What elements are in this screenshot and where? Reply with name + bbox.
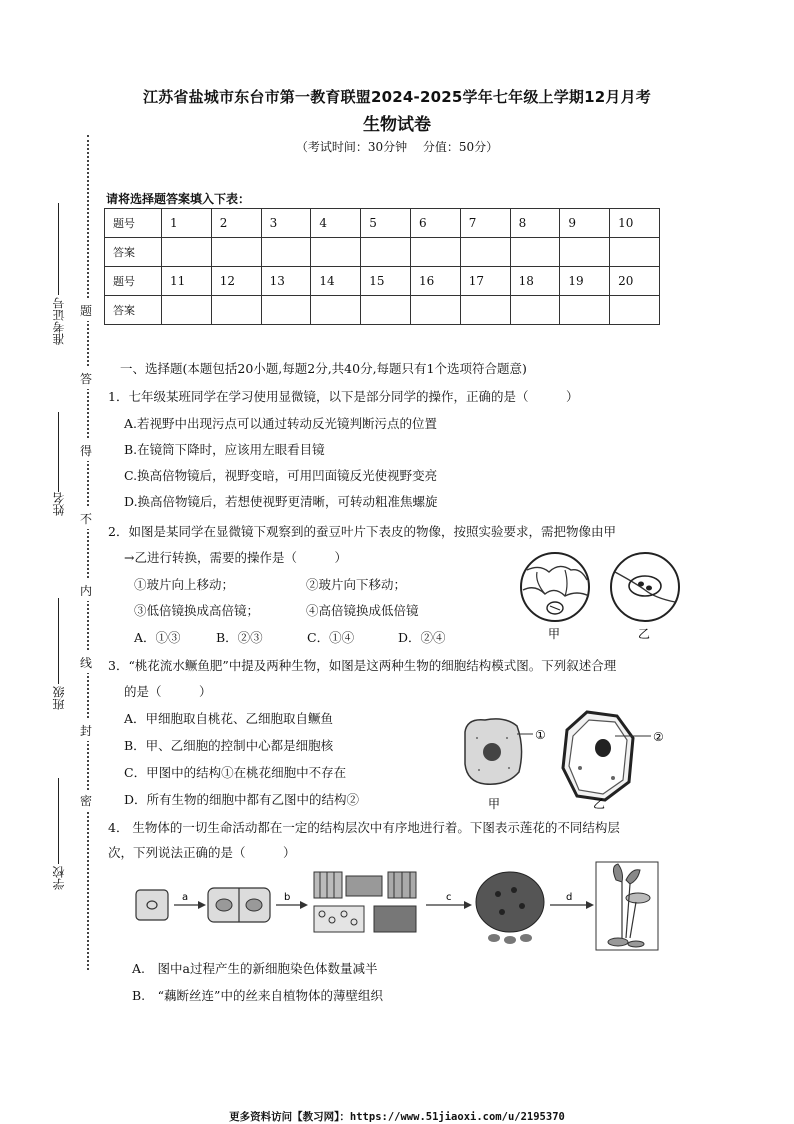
seal-char: 题	[80, 300, 92, 321]
arrow-label-b: b	[284, 892, 291, 903]
question-number-cell: 14	[311, 267, 361, 296]
answer-cell[interactable]	[560, 296, 610, 325]
answer-cell[interactable]	[361, 296, 411, 325]
row-label-answer: 答案	[105, 238, 162, 267]
table-row	[105, 209, 660, 238]
answer-cell[interactable]	[211, 296, 261, 325]
fig-label-yi: 乙	[638, 627, 651, 641]
answer-cell[interactable]	[162, 238, 212, 267]
arrow-label-d: d	[566, 892, 573, 903]
plant-cell	[563, 712, 651, 800]
table-row	[105, 238, 660, 267]
footer-link[interactable]: 更多资料访问【教习网】：https://www.51jiaoxi.com/u/2195370	[229, 1111, 565, 1123]
seal-char: 得	[80, 440, 92, 461]
q3-option-a: A．甲细胞取自桃花、乙细胞取自鳜鱼	[124, 711, 334, 726]
field-school-blank	[58, 778, 59, 864]
q2-item-3: ③低倍镜换成高倍镜；	[134, 603, 260, 618]
q3-stem-line2: 的是（ ）	[124, 684, 212, 699]
q3-cell-figure	[455, 708, 680, 812]
question-number-cell: 8	[510, 209, 560, 238]
field-class-blank	[58, 598, 59, 684]
question-number-cell: 9	[560, 209, 610, 238]
seal-char: 内	[80, 580, 92, 601]
lotus-seedpod-organ	[476, 872, 544, 944]
q1-option-a: A.若视野中出现污点可以通过转动反光镜判断污点的位置	[124, 416, 438, 431]
answer-table	[104, 208, 660, 325]
answer-cell[interactable]	[510, 296, 560, 325]
answer-cell[interactable]	[311, 238, 361, 267]
q3-stem-line1: 3．“桃花流水鳜鱼肥”中提及两种生物，如图是这两种生物的细胞结构模式图。下列叙述合理	[108, 658, 617, 673]
marker-1: ①	[535, 728, 546, 742]
q2-option-c: C．①④	[307, 630, 355, 645]
q2-item-4: ④高倍镜换成低倍镜	[306, 603, 419, 618]
q4-option-b: B. “藕断丝连”中的丝来自植物体的薄壁组织	[132, 988, 383, 1003]
q3-option-c: C．甲图中的结构①在桃花细胞中不存在	[124, 765, 347, 780]
answer-cell[interactable]	[510, 238, 560, 267]
binding-line	[87, 135, 89, 970]
field-name-blank	[58, 412, 59, 492]
q1-option-d: D.换高倍物镜后，若想使视野更清晰，可转动粗准焦螺旋	[124, 494, 438, 509]
question-number-cell: 1	[162, 209, 212, 238]
answer-instruction: 请将选择题答案填入下表：	[106, 192, 251, 206]
arrow-label-a: a	[182, 892, 189, 903]
field-exam-id-blank	[58, 203, 59, 295]
q2-option-d: D．②④	[398, 630, 446, 645]
row-label-number: 题号	[105, 209, 162, 238]
q2-item-2: ②玻片向下移动；	[306, 577, 407, 592]
q2-microscope-figure	[515, 550, 685, 645]
view-yi	[611, 553, 679, 621]
q2-option-a: A．①③	[134, 630, 181, 645]
single-cell	[136, 890, 168, 920]
section-heading: 一、选择题(本题包括20小题,每题2分,共40分,每题只有1个选项符合题意)	[120, 361, 527, 376]
exam-title: 江苏省盐城市东台市第一教育联盟2024-2025学年七年级上学期12月月考	[143, 88, 651, 106]
answer-cell[interactable]	[610, 296, 660, 325]
q1-option-b: B.在镜筒下降时，应该用左眼看目镜	[124, 442, 325, 457]
row-label-number: 题号	[105, 267, 162, 296]
q2-stem-line1: 2．如图是某同学在显微镜下观察到的蚕豆叶片下表皮的物像，按照实验要求，需把物像由甲	[108, 524, 616, 539]
exam-subject: 生物试卷	[363, 115, 431, 135]
answer-cell[interactable]	[410, 238, 460, 267]
question-number-cell: 4	[311, 209, 361, 238]
q1-stem: 1．七年级某班同学在学习使用显微镜，以下是部分同学的操作，正确的是（ ）	[108, 389, 579, 404]
question-number-cell: 10	[610, 209, 660, 238]
animal-cell	[465, 719, 533, 784]
q4-stem-line2: 次，下列说法正确的是（ ）	[108, 845, 296, 860]
answer-cell[interactable]	[610, 238, 660, 267]
seal-char: 封	[80, 720, 92, 741]
q4-option-a: A. 图中a过程产生的新细胞染色体数量减半	[132, 961, 378, 976]
question-number-cell: 19	[560, 267, 610, 296]
fig-label-yi: 乙	[593, 797, 606, 811]
field-name-label: 姓名	[52, 492, 66, 516]
question-number-cell: 17	[460, 267, 510, 296]
q1-option-c: C.换高倍物镜后，视野变暗，可用凹面镜反光使视野变亮	[124, 468, 438, 483]
question-number-cell: 16	[410, 267, 460, 296]
q3-option-d: D．所有生物的细胞中都有乙图中的结构②	[124, 792, 360, 807]
question-number-cell: 13	[261, 267, 311, 296]
q2-item-1: ①玻片向上移动；	[134, 577, 235, 592]
tissues	[314, 872, 416, 932]
answer-cell[interactable]	[261, 238, 311, 267]
answer-cell[interactable]	[361, 238, 411, 267]
question-number-cell: 6	[410, 209, 460, 238]
seal-char: 答	[80, 368, 92, 389]
fig-label-jia: 甲	[548, 627, 561, 641]
q2-stem-line2: →乙进行转换，需要的操作是（ ）	[124, 550, 347, 565]
q2-option-b: B．②③	[216, 630, 263, 645]
table-row	[105, 267, 660, 296]
answer-cell[interactable]	[261, 296, 311, 325]
answer-cell[interactable]	[460, 296, 510, 325]
field-exam-id-label: 准考证号	[52, 297, 66, 345]
field-school-label: 学校	[52, 866, 66, 890]
answer-cell[interactable]	[460, 238, 510, 267]
row-label-answer: 答案	[105, 296, 162, 325]
dividing-cells	[208, 888, 270, 922]
q3-option-b: B．甲、乙细胞的控制中心都是细胞核	[124, 738, 334, 753]
answer-cell[interactable]	[211, 238, 261, 267]
q4-stem-line1: 4． 生物体的一切生命活动都在一定的结构层次中有序地进行着。下图表示莲花的不同结构层	[108, 820, 620, 835]
question-number-cell: 5	[361, 209, 411, 238]
answer-cell[interactable]	[560, 238, 610, 267]
field-class-label: 班级	[52, 686, 66, 710]
answer-cell[interactable]	[162, 296, 212, 325]
fig-label-jia: 甲	[488, 797, 501, 811]
question-number-cell: 7	[460, 209, 510, 238]
question-number-cell: 12	[211, 267, 261, 296]
seal-char: 密	[80, 790, 92, 811]
view-jia	[521, 553, 589, 621]
arrow-label-c: c	[446, 892, 452, 903]
answer-cell[interactable]	[311, 296, 361, 325]
seal-char: 不	[80, 508, 92, 529]
marker-2: ②	[653, 730, 664, 744]
q4-structure-levels-figure	[130, 860, 670, 955]
question-number-cell: 2	[211, 209, 261, 238]
question-number-cell: 11	[162, 267, 212, 296]
question-number-cell: 18	[510, 267, 560, 296]
table-row	[105, 296, 660, 325]
lotus-plant	[596, 862, 658, 950]
exam-info: （考试时间：30分钟 分值：50分）	[295, 140, 499, 154]
question-number-cell: 15	[361, 267, 411, 296]
answer-cell[interactable]	[410, 296, 460, 325]
question-number-cell: 20	[610, 267, 660, 296]
seal-char: 线	[80, 652, 92, 673]
question-number-cell: 3	[261, 209, 311, 238]
